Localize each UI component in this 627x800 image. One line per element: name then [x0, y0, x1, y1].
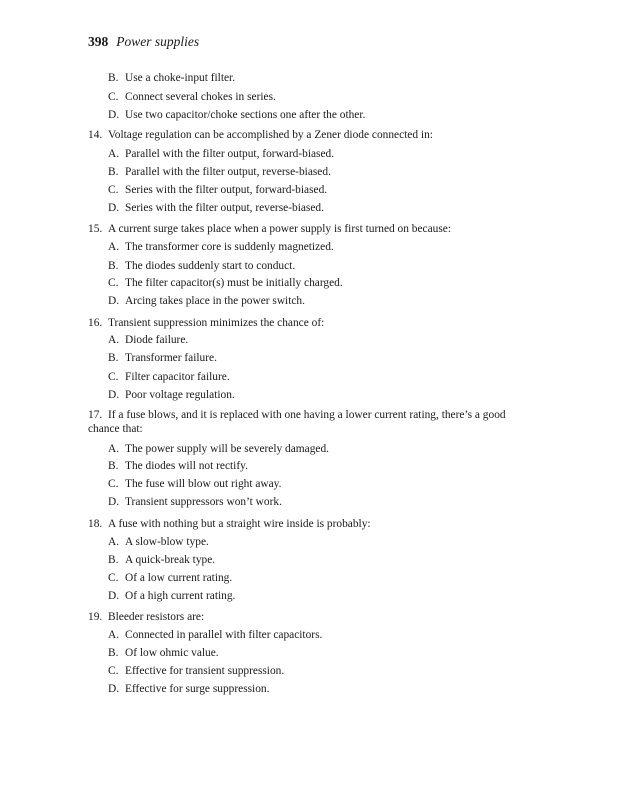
option-item: D. Use two capacitor/choke sections one after the other.	[108, 109, 366, 121]
option-item: D. Effective for surge suppression.	[108, 683, 270, 695]
option-item: D. Of a high current rating.	[108, 590, 236, 602]
option-item: A. The transformer core is suddenly magnetized.	[108, 241, 334, 253]
section-title: Power supplies	[116, 34, 200, 49]
page-number: 398	[88, 34, 109, 49]
option-item: C. The filter capacitor(s) must be initially charged.	[108, 277, 343, 289]
question-17: 17. If a fuse blows, and it is replaced with one having a lower current rating, there’s a good chance that:	[88, 409, 506, 435]
option-item: D. Transient suppressors won’t work.	[108, 496, 282, 508]
option-item: D. Arcing takes place in the power switch.	[108, 295, 305, 307]
option-item: B. Transformer failure.	[108, 352, 217, 364]
option-item: B. The diodes suddenly start to conduct.	[108, 260, 296, 272]
option-item: A. Parallel with the filter output, forward-biased.	[108, 148, 335, 160]
option-item: A. A slow-blow type.	[108, 536, 209, 548]
option-item: D. Poor voltage regulation.	[108, 389, 235, 401]
option-item: C. The fuse will blow out right away.	[108, 478, 282, 490]
question-19: 19. Bleeder resistors are:	[88, 611, 205, 623]
option-item: B. Of low ohmic value.	[108, 647, 219, 659]
option-item: B. The diodes will not rectify.	[108, 460, 248, 472]
option-item: B. A quick-break type.	[108, 554, 216, 566]
option-item: B. Use a choke-input filter.	[108, 72, 236, 84]
option-item: D. Series with the filter output, reverse-biased.	[108, 202, 324, 214]
option-item: A. The power supply will be severely damaged.	[108, 443, 330, 455]
option-item: A. Diode failure.	[108, 334, 189, 346]
option-item: A. Connected in parallel with filter capacitors.	[108, 629, 323, 641]
option-item: C. Filter capacitor failure.	[108, 371, 230, 383]
option-item: C. Effective for transient suppression.	[108, 665, 285, 677]
question-16: 16. Transient suppression minimizes the chance of:	[88, 317, 325, 329]
question-14: 14. Voltage regulation can be accomplished by a Zener diode connected in:	[88, 129, 433, 141]
option-item: C. Series with the filter output, forward-biased.	[108, 184, 328, 196]
option-item: C. Of a low current rating.	[108, 572, 233, 584]
question-15: 15. A current surge takes place when a power supply is first turned on because:	[88, 223, 451, 235]
question-18: 18. A fuse with nothing but a straight wire inside is probably:	[88, 518, 371, 530]
option-item: C. Connect several chokes in series.	[108, 91, 276, 103]
option-item: B. Parallel with the filter output, reverse-biased.	[108, 166, 331, 178]
page-header	[88, 34, 199, 50]
